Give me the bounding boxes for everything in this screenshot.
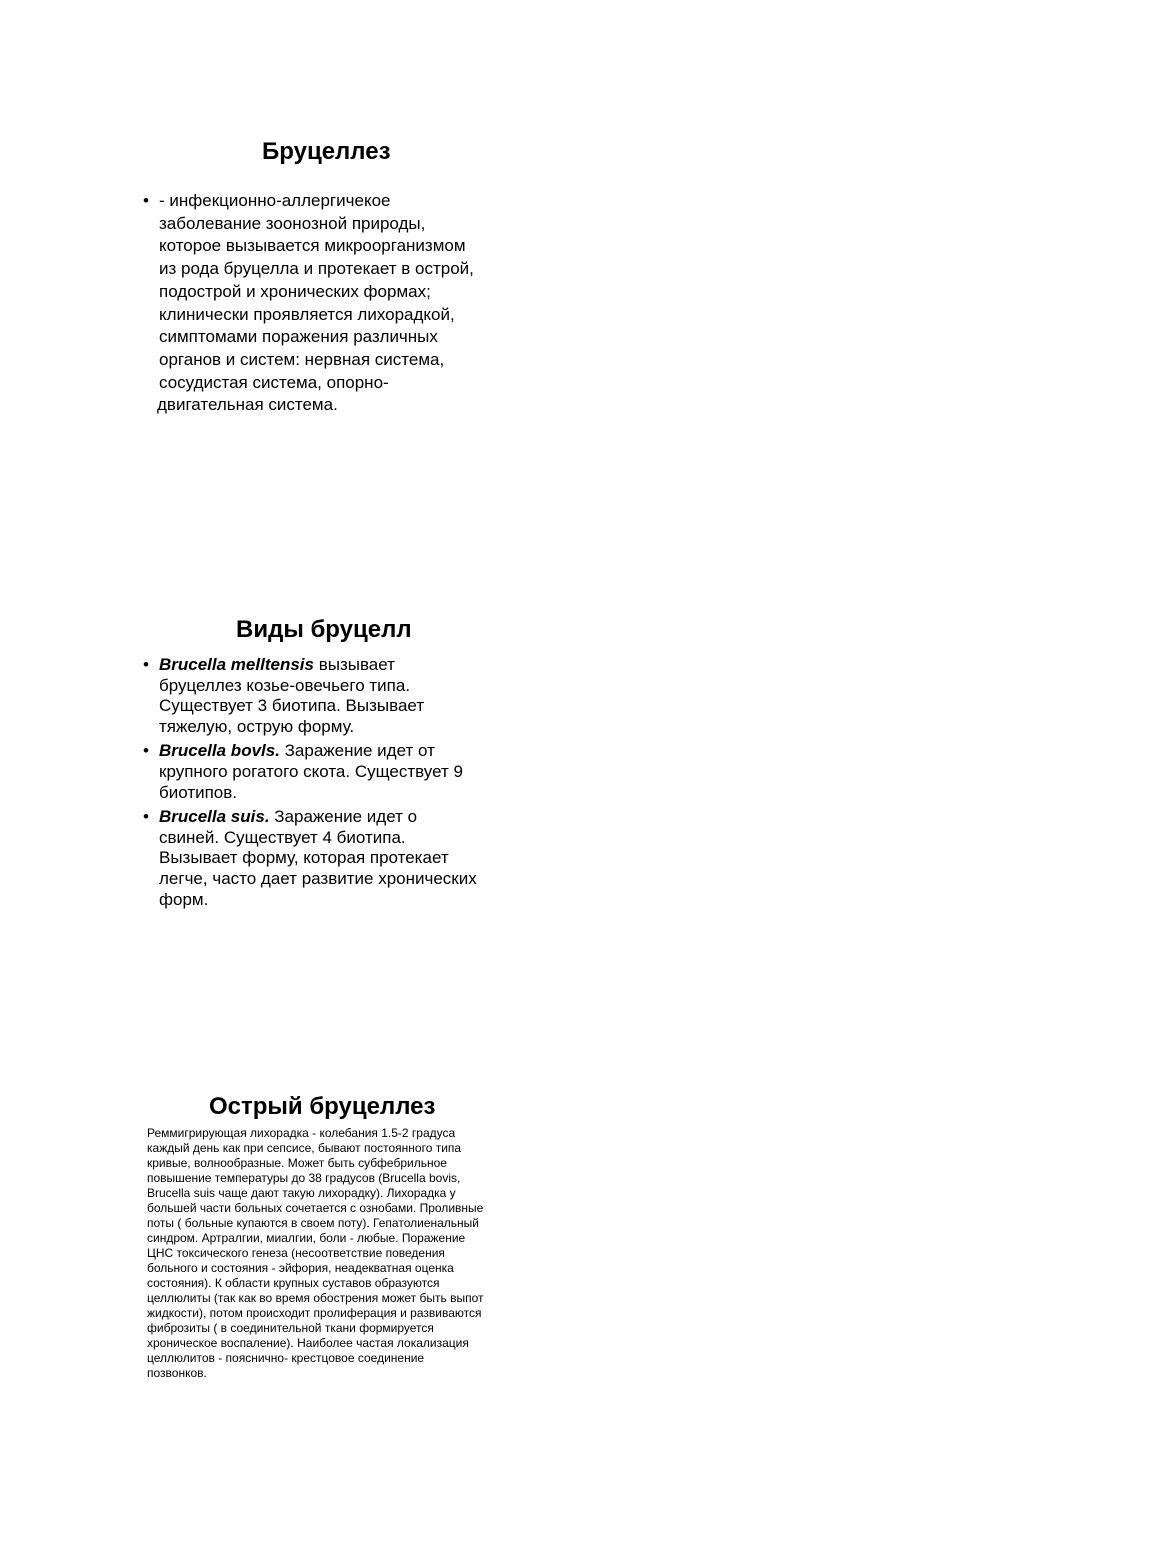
definition-text [159, 190, 523, 417]
text-line: повышение температуры до 38 градусов (Brucella bovis, [147, 1171, 461, 1185]
bullet-icon: • [143, 191, 149, 210]
text-line: состояния). К области крупных суставов образуются [147, 1276, 440, 1290]
bullet-icon: • [143, 741, 149, 761]
text-line: клинически проявляется лихорадкой, [159, 304, 455, 324]
text-line: - инфекционно-аллергичекое [159, 191, 391, 210]
text-line: фиброзиты ( в соединительной ткани формируется [147, 1321, 434, 1335]
text-line: форм. [159, 889, 209, 909]
item-text [159, 655, 523, 737]
text-line: двигательная система. [157, 395, 338, 415]
text-line: легче, часто дает развитие хронических [159, 868, 477, 888]
text-line: ЦНС токсического генеза (несоответствие поведения [147, 1246, 445, 1260]
text-fragment: вызывает [313, 655, 395, 674]
list-item [143, 741, 523, 803]
text-line: Brucella suis чаще дают такую лихорадку). Лихорадка у [147, 1186, 456, 1200]
text-line: бруцеллез козье-овечьего типа. [159, 675, 411, 695]
text-line: хроническое воспаление). Наиболее частая локализация [147, 1336, 469, 1350]
list-item [143, 190, 523, 417]
text-line: Существует 3 биотипа. Вызывает [159, 696, 425, 716]
text-line: из рода бруцелла и протекает в острой, [159, 259, 474, 279]
text-line: биотипов. [159, 782, 238, 802]
item-text [159, 807, 523, 910]
text-line: жидкости), потом происходит пролиферация и развиваются [147, 1306, 482, 1320]
text-line: поты ( больные купаются в своем поту). Гепатолиенальный [147, 1216, 479, 1230]
text-line [159, 807, 523, 828]
text-line: каждый день как при сепсисе, бывают постоянного типа [147, 1141, 462, 1155]
text-line: Реммигрирующая лихорадка - колебания 1.5-2 градуса [147, 1126, 456, 1140]
text-line: свиней. Существует 4 биотипа. [159, 827, 406, 847]
text-line: Вызывает форму, которая протекает [159, 848, 449, 868]
list-item [143, 655, 523, 737]
text-line: которое вызывается микроорганизмом [159, 236, 466, 256]
text-line: тяжелую, острую форму. [159, 716, 355, 736]
text-line: кривые, волнообразные. Может быть субфебрильное [147, 1156, 447, 1170]
text-line: органов и систем: нервная система, [159, 349, 445, 369]
item-text [159, 741, 523, 803]
species-name: Brucella suis. [159, 807, 270, 827]
text-line: заболевание зоонозной природы, [159, 213, 426, 233]
text-line: крупного рогатого скота. Существует 9 [159, 761, 463, 781]
text-line: симптомами поражения различных [159, 327, 438, 347]
slide-title: Виды бруцелл [236, 616, 412, 643]
text-fragment: Заражение идет от [279, 741, 435, 761]
body-paragraph [147, 1126, 537, 1381]
bullet-list [143, 190, 523, 417]
text-line: большей части больных сочетается с ознобами. Проливные [147, 1201, 484, 1215]
text-line: подострой и хронических формах; [159, 281, 431, 301]
text-line: целлюлиты (так как во время обострения может быть выпот [147, 1291, 484, 1305]
bullet-icon: • [143, 807, 149, 827]
text-line: синдром. Артралгии, миалгии, боли - любые. Поражение [147, 1231, 466, 1245]
text-line: сосудистая система, опорно- [159, 372, 389, 392]
text-fragment: Заражение идет о [269, 807, 418, 827]
species-name: Brucella melltensis [159, 655, 314, 674]
text-line: позвонков. [147, 1366, 207, 1380]
species-name: Brucella bovls. [159, 741, 280, 761]
slide-title: Острый бруцеллез [209, 1093, 436, 1120]
list-item [143, 807, 523, 910]
text-line: больного и состояния - эйфория, неадекватная оценка [147, 1261, 454, 1275]
slide-title: Бруцеллез [262, 138, 391, 165]
bullet-list [143, 655, 523, 910]
bullet-icon: • [143, 655, 149, 674]
text-line [159, 655, 523, 676]
text-line: целлюлитов - пояснично- крестцовое соединение [147, 1351, 425, 1365]
text-line [159, 741, 523, 762]
